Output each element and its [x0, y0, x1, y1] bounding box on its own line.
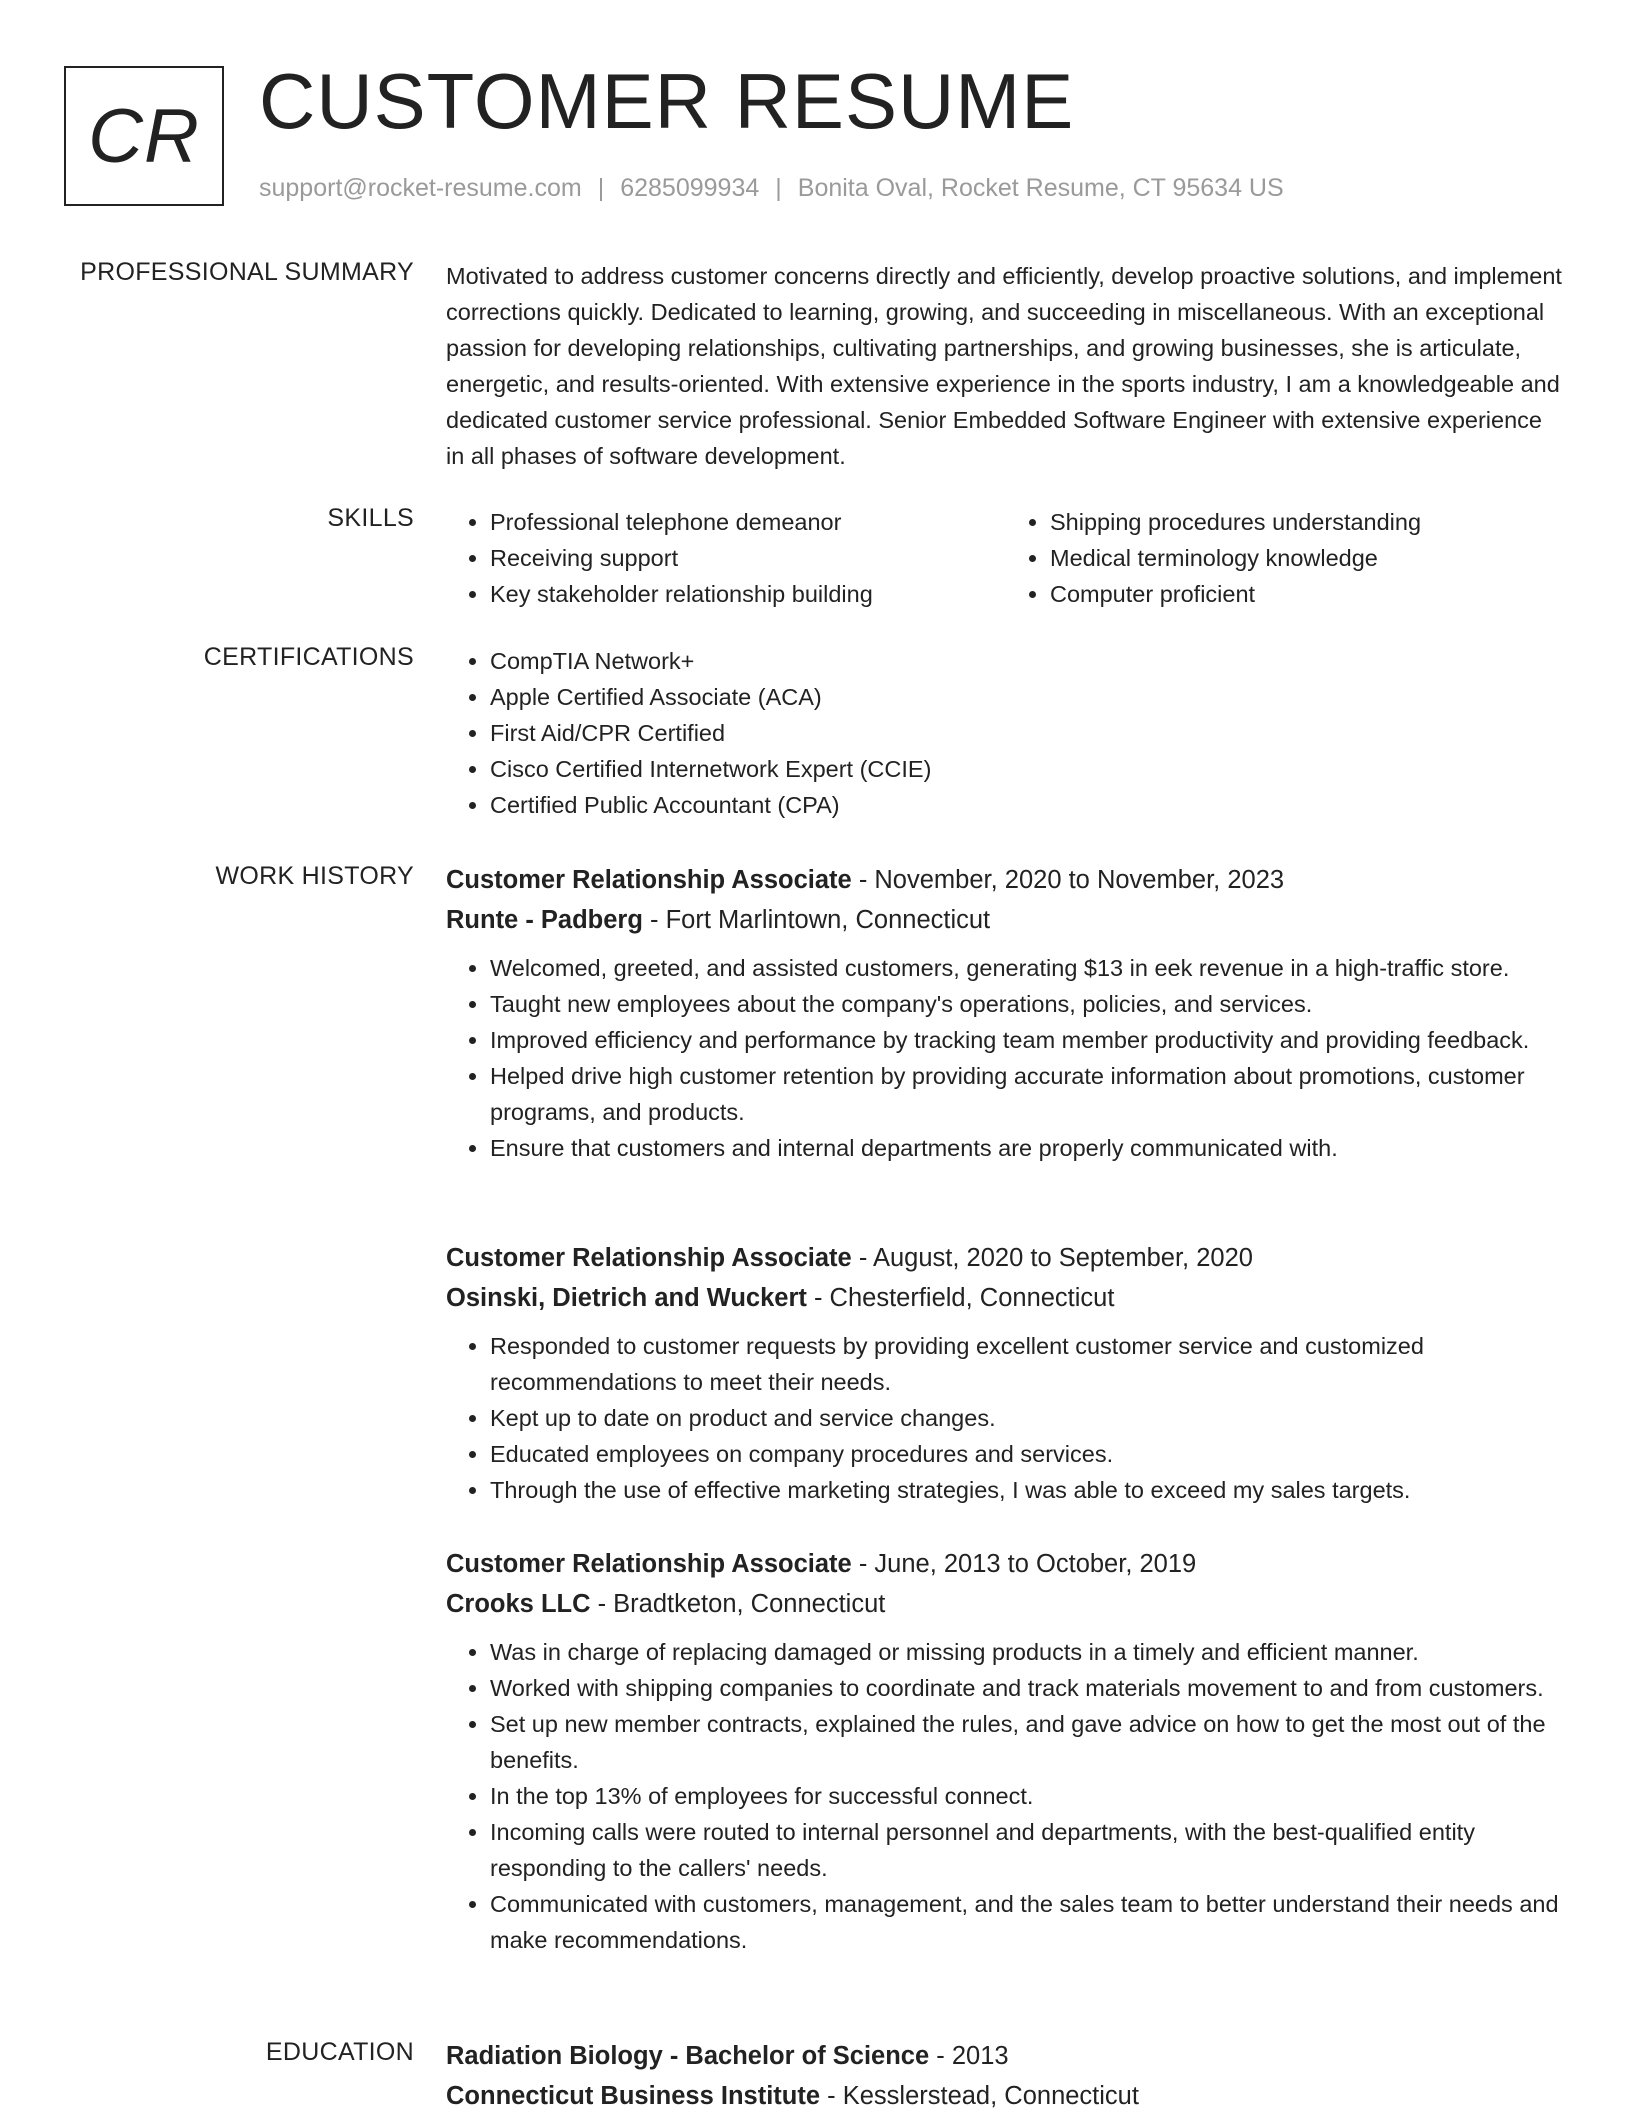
list-item: • Welcomed, greeted, and assisted customers, generating $13 in eek revenue in a high-traffic store. [490, 950, 1566, 986]
list-item: • Incoming calls were routed to internal personnel and departments, with the best-qualified entity responding to the callers' needs. [490, 1814, 1566, 1886]
section-heading-work-history: WORK HISTORY [215, 862, 414, 890]
job-dates: - November, 2020 to November, 2023 [851, 866, 1285, 894]
education-location: - Kesslerstead, Connecticut [820, 2082, 1139, 2110]
list-item: • Certified Public Accountant (CPA) [490, 787, 1566, 823]
job-title: Customer Relationship Associate [446, 1244, 852, 1272]
list-item: • Through the use of effective marketing strategies, I was able to exceed my sales targets. [490, 1472, 1566, 1508]
section-heading-summary: PROFESSIONAL SUMMARY [80, 258, 414, 286]
education-degree: Radiation Biology - Bachelor of Science [446, 2042, 930, 2070]
list-item: • Ensure that customers and internal departments are properly communicated with. [490, 1130, 1566, 1166]
job-company-line [446, 900, 1566, 940]
job-title-line [446, 860, 1566, 900]
job-company-line [446, 1278, 1566, 1318]
list-item: • Kept up to date on product and service changes. [490, 1400, 1566, 1436]
section-heading-skills: SKILLS [327, 504, 414, 532]
job-dates: - June, 2013 to October, 2019 [851, 1550, 1197, 1578]
summary-text: Motivated to address customer concerns directly and efficiently, develop proactive solutions, and implement corrections quickly. Dedicated to learning, growing, and succeeding in miscellaneous. With an exceptional passion for developing relationships, cultivating partnerships, and growing businesses, she is articulate, energetic, and results-oriented. With extensive experience in the sports industry, I am a knowledgeable and dedicated customer service professional. Senior Embedded Software Engineer with extensive experience in all phases of software development. [446, 263, 1562, 469]
contact-separator: | [597, 174, 605, 202]
list-item: • Educated employees on company procedures and services. [490, 1436, 1566, 1472]
contact-phone[interactable]: 6285099934 [620, 174, 760, 202]
job-title: Customer Relationship Associate [446, 1550, 852, 1578]
job-bullet-list [446, 1634, 1566, 1958]
job-location: - Bradtketon, Connecticut [590, 1590, 886, 1618]
education-school-line [446, 2076, 1566, 2116]
job-company: Runte - Padberg [446, 906, 643, 934]
resume-title: CUSTOMER RESUME [259, 57, 1075, 145]
job-bullet-list [446, 1328, 1566, 1508]
job-title-line [446, 1544, 1566, 1584]
job-company: Crooks LLC [446, 1590, 591, 1618]
job-company-line [446, 1584, 1566, 1624]
skills-column-left [446, 504, 1006, 612]
skills-column-right [1006, 504, 1566, 612]
education-year: - 2013 [929, 2042, 1009, 2070]
education-body [446, 2036, 1566, 2116]
section-heading-certifications: CERTIFICATIONS [203, 643, 414, 671]
job-location: - Chesterfield, Connecticut [806, 1284, 1115, 1312]
list-item: • Receiving support [490, 540, 1006, 576]
list-item: • Key stakeholder relationship building [490, 576, 1006, 612]
job-title-line [446, 1238, 1566, 1278]
job-location: - Fort Marlintown, Connecticut [642, 906, 991, 934]
list-item: • CompTIA Network+ [490, 643, 1566, 679]
list-item: • Taught new employees about the company's operations, policies, and services. [490, 986, 1566, 1022]
list-item: • Helped drive high customer retention by providing accurate information about promotions, customer programs, and products. [490, 1058, 1566, 1130]
job-title: Customer Relationship Associate [446, 866, 852, 894]
list-item: • Worked with shipping companies to coordinate and track materials movement to and from customers. [490, 1670, 1566, 1706]
list-item: • Computer proficient [1050, 576, 1566, 612]
list-item: • In the top 13% of employees for successful connect. [490, 1778, 1566, 1814]
list-item: • Improved efficiency and performance by tracking team member productivity and providing feedback. [490, 1022, 1566, 1058]
list-item: • Professional telephone demeanor [490, 504, 1006, 540]
skills-list [446, 504, 1566, 612]
job-bullet-list [446, 950, 1566, 1166]
list-item: • Cisco Certified Internetwork Expert (CCIE) [490, 751, 1566, 787]
list-item: • Medical terminology knowledge [1050, 540, 1566, 576]
list-item: • Communicated with customers, management, and the sales team to better understand their needs and make recommendations. [490, 1886, 1566, 1958]
summary-body [446, 258, 1566, 474]
section-heading-education: EDUCATION [265, 2038, 414, 2066]
contact-email[interactable]: support@rocket-resume.com [259, 174, 582, 202]
contact-address: Bonita Oval, Rocket Resume, CT 95634 US [797, 174, 1284, 202]
contact-separator: | [775, 174, 782, 202]
list-item: • Shipping procedures understanding [1050, 504, 1566, 540]
list-item: • Set up new member contracts, explained the rules, and gave advice on how to get the most out of the benefits. [490, 1706, 1566, 1778]
certifications-list [446, 643, 1566, 823]
list-item: • Was in charge of replacing damaged or missing products in a timely and efficient manner. [490, 1634, 1566, 1670]
list-item: • Responded to customer requests by providing excellent customer service and customized recommendations to meet their needs. [490, 1328, 1566, 1400]
job-dates: - August, 2020 to September, 2020 [851, 1244, 1253, 1272]
education-school: Connecticut Business Institute [446, 2082, 821, 2110]
list-item: • First Aid/CPR Certified [490, 715, 1566, 751]
contact-line [259, 174, 1284, 203]
education-degree-line [446, 2036, 1566, 2076]
list-item: • Apple Certified Associate (ACA) [490, 679, 1566, 715]
monogram-logo: CR [64, 66, 224, 206]
job-company: Osinski, Dietrich and Wuckert [446, 1284, 807, 1312]
